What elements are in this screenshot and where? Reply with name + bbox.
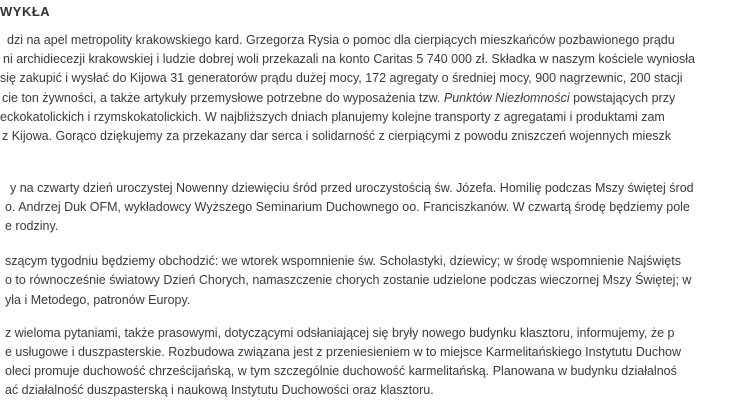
italic-phrase: Punktów Niezłomności	[443, 91, 570, 105]
paragraph-2-line-2: o. Andrzej Duk OFM, wykładowcy Wyższego Seminarium Duchownego oo. Franciszkanów. W czwartą środę będziemy pole	[5, 200, 690, 214]
paragraph-3-line-3: yla i Metodego, patronów Europy.	[5, 293, 191, 307]
paragraph-1-line-4	[2, 90, 675, 107]
paragraph-1-line-4-tail: powstających przy	[569, 91, 676, 105]
paragraph-1-line-2: ni archidiecezji krakowskiej i ludzie dobrej woli przekazali na konto Caritas 5 740 000 zł. Składka w naszym kościele wyniosła	[3, 52, 695, 66]
paragraph-4-line-3: oleci promuje duchowość chrześcijańską, w tym szczególnie duchowość karmelitańską. Planowana w budynku działalnoś	[5, 364, 677, 378]
paragraph-1-line-4-text: cie ton żywności, a także artykuły przemysłowe potrzebne do wyposażenia tzw.	[2, 91, 444, 105]
paragraph-3-line-2: o to równocześnie światowy Dzień Chorych, namaszczenie chorych zostanie udzielone podczas wieczornej Mszy Świętej; w	[5, 273, 692, 287]
paragraph-4-line-2: e usługowe i duszpasterskie. Rozbudowa związana jest z przeniesieniem w to miejsce Karmelitańskiego Instytutu Duchow	[5, 345, 682, 359]
paragraph-1-line-3: się zakupić i wysłać do Kijowa 31 generatorów prądu dużej mocy, 172 agregaty o średniej mocy, 900 nagrzewnic, 200 stacji	[0, 71, 683, 85]
paragraph-1-line-6: z Kijowa. Gorąco dziękujemy za przekazany dar serca i solidarność z cierpiącymi z powodu zniszczeń wojennych mieszk	[2, 129, 672, 143]
paragraph-4-line-4: ać działalność duszpasterską i naukową Instytutu Duchowości oraz klasztoru.	[5, 383, 434, 397]
paragraph-4-line-1: z wieloma pytaniami, także prasowymi, dotyczącymi odsłaniającej się bryły nowego budynku klasztoru, informujemy, że p	[5, 326, 675, 340]
paragraph-1-line-1: dzi na apel metropolity krakowskiego kard. Grzegorza Rysia o pomoc dla cierpiących mieszkańców pozbawionego prądu	[7, 33, 675, 47]
paragraph-2-line-1: y na czwarty dzień uroczystej Nowenny dziewięciu śród przed uroczystością św. Józefa. Homilię podczas Mszy świętej środ	[10, 181, 694, 195]
paragraph-2-line-3: e rodziny.	[5, 219, 59, 233]
section-heading: WYKŁA	[0, 4, 51, 19]
paragraph-3-line-1: szącym tygodniu będziemy obchodzić: we wtorek wspomnienie św. Scholastyki, dziewicy; w środę wspomnienie Najświęts	[5, 254, 681, 268]
paragraph-1-line-5: eckokatolickich i rzymskokatolickich. W najbliższych dniach planujemy kolejne transporty z agregatami i produktami zam	[0, 110, 665, 124]
